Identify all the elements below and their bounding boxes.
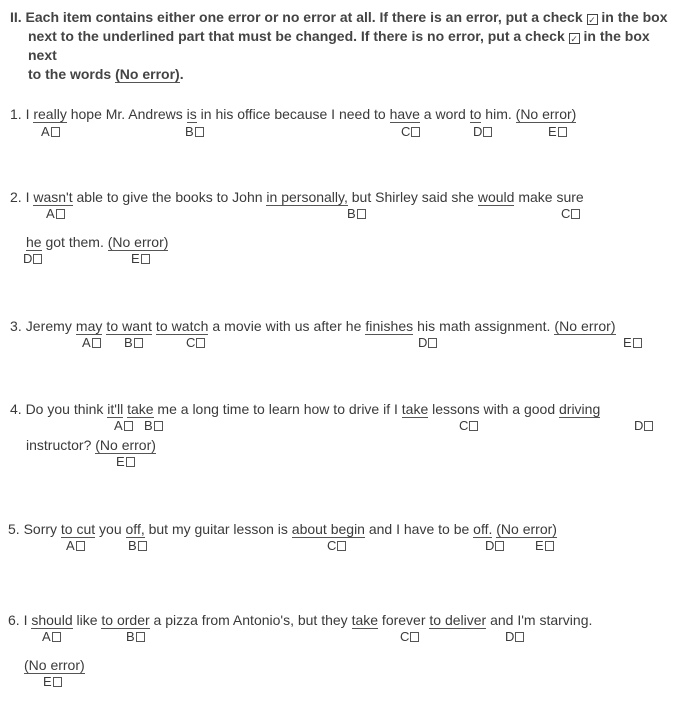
question-text: hope Mr. Andrews [66,106,187,122]
option-letter: A [82,335,91,350]
checkbox[interactable] [51,127,60,137]
question-6-line-2 [24,656,85,674]
option-e-text: (No error) [24,657,85,673]
question-5 [8,520,557,538]
option-e-label[interactable] [116,455,135,469]
option-letter: A [41,124,50,139]
option-letter: E [116,454,125,469]
question-2-line-2 [26,233,168,251]
option-letter: D [505,629,515,644]
question-text: 6. I [8,612,32,628]
option-a-label[interactable] [66,539,85,553]
option-c-label[interactable] [400,630,419,644]
option-c-label[interactable] [186,336,205,350]
checkbox[interactable] [53,677,62,687]
option-b-text: is [186,106,197,122]
option-a-text: should [31,612,73,628]
option-c-text: take [351,612,379,628]
option-a-label[interactable] [41,125,60,139]
option-e-text: (No error) [107,234,169,250]
option-d-label[interactable] [418,336,437,350]
question-6 [8,611,592,629]
option-letter: A [46,206,55,221]
checkbox[interactable] [33,254,42,264]
question-1 [10,105,576,123]
checkbox[interactable] [495,541,504,551]
option-letter: B [347,206,356,221]
option-b-text: to order [101,612,150,628]
option-letter: E [548,124,557,139]
option-letter: C [459,418,469,433]
question-text: 5. Sorry [8,521,61,537]
checkbox[interactable] [428,338,437,348]
option-b-text: off, [125,521,145,537]
no-error-text: (No error) [115,66,180,82]
option-d-label[interactable] [505,630,524,644]
instructions-text: in the box next [28,28,650,63]
option-d-text: he [26,234,42,250]
option-letter: D [23,251,33,266]
option-letter: C [401,124,411,139]
option-letter: E [131,251,140,266]
question-text: like [72,612,102,628]
question-text: 3. Jeremy [10,318,76,334]
option-d-text: finishes [365,318,414,334]
option-letter: C [561,206,571,221]
checkbox[interactable] [154,421,163,431]
option-d-label[interactable] [634,419,653,433]
option-letter: C [186,335,196,350]
option-d-label[interactable] [23,252,42,266]
question-text: me a long time to learn how to drive if I [153,401,402,417]
option-d-text: to [469,106,482,122]
question-text: but my guitar lesson is [144,521,292,537]
checkbox[interactable] [138,541,147,551]
option-d-text: driving [559,401,601,417]
instructions-text: . [179,66,184,82]
question-text: 1. I [10,106,34,122]
option-e-label[interactable] [623,336,642,350]
checkbox[interactable] [558,127,567,137]
checkbox[interactable] [411,127,420,137]
option-a-text: really [33,106,67,122]
option-b-text: to want [106,318,152,334]
instructions-line-2 [10,27,674,65]
option-e-label[interactable] [535,539,554,553]
option-a-label[interactable] [82,336,101,350]
checkbox[interactable] [76,541,85,551]
option-e-text: (No error) [496,521,557,537]
question-text: got them. [41,234,108,250]
checkbox-icon: ✓ [570,34,578,44]
option-c-label[interactable] [459,419,478,433]
question-text: 2. I [10,189,34,205]
question-text: a movie with us after he [208,318,366,334]
option-c-label[interactable] [401,125,420,139]
option-letter: B [185,124,194,139]
question-2 [10,188,671,206]
option-c-text: about begin [291,521,365,537]
instructions-line-3 [10,65,674,84]
checkbox[interactable] [633,338,642,348]
option-a-label[interactable] [46,207,65,221]
option-letter: B [124,335,133,350]
option-c-text: have [389,106,420,122]
question-text: 4. Do you think [10,401,108,417]
instructions-line-1 [10,8,674,27]
checkbox[interactable] [134,338,143,348]
question-text: lessons with a good [428,401,559,417]
checkbox[interactable] [483,127,492,137]
option-letter: D [485,538,495,553]
option-letter: D [418,335,428,350]
instructions-text: II. Each item contains either one error or no error at all. If there is an error, put a check [10,9,583,25]
option-b-label[interactable] [185,125,204,139]
question-text: his math assignment. [413,318,555,334]
instructions [10,8,674,84]
question-3 [10,317,616,335]
option-e-label[interactable] [43,675,62,689]
checkbox[interactable] [126,457,135,467]
instructions-text: in the box [601,9,668,25]
instructions-text: to the words [28,66,112,82]
question-text: but Shirley said she [347,189,478,205]
option-letter: C [327,538,337,553]
option-letter: E [535,538,544,553]
option-letter: B [126,629,135,644]
question-text: instructor? [26,437,96,453]
option-letter: B [128,538,137,553]
checkbox[interactable] [515,632,524,642]
question-text: him. [481,106,516,122]
question-2-segment [10,188,584,206]
option-e-text: (No error) [95,437,156,453]
option-a-text: may [75,318,103,334]
option-a-text: wasn't [33,189,73,205]
option-e-text: (No error) [554,318,616,334]
option-d-text: to deliver [429,612,487,628]
checkbox[interactable] [337,541,346,551]
checkbox[interactable] [410,632,419,642]
question-text: in his office because I need to [196,106,390,122]
option-a-text: it'll [107,401,124,417]
question-text: you [95,521,126,537]
option-e-label[interactable] [548,125,567,139]
checkbox[interactable] [571,209,580,219]
checkbox[interactable] [56,209,65,219]
option-b-label[interactable] [347,207,366,221]
option-letter: E [43,674,52,689]
question-4 [10,400,600,418]
checkbox[interactable] [469,421,478,431]
option-c-label[interactable] [561,207,580,221]
option-b-text: in personally, [266,189,348,205]
option-letter: D [473,124,483,139]
option-c-text: would [477,189,515,205]
option-b-label[interactable] [124,336,143,350]
option-d-text: off. [473,521,493,537]
option-e-label[interactable] [131,252,150,266]
option-c-label[interactable] [327,539,346,553]
option-letter: E [623,335,632,350]
option-a-label[interactable] [42,630,61,644]
checkbox[interactable] [545,541,554,551]
option-letter: A [42,629,51,644]
option-b-label[interactable] [126,630,145,644]
option-d-label[interactable] [473,125,492,139]
checkbox[interactable] [357,209,366,219]
option-letter: C [400,629,410,644]
option-b-label[interactable] [128,539,147,553]
question-text: make sure [514,189,584,205]
checkbox-icon: ✓ [588,15,596,25]
checkbox[interactable] [124,421,133,431]
option-c-text: take [401,401,429,417]
option-b-label[interactable] [144,419,163,433]
checkbox[interactable] [141,254,150,264]
checkbox[interactable] [644,421,653,431]
question-text: a word [419,106,470,122]
option-a-text: to cut [60,521,96,537]
question-text: able to give the books to John [72,189,267,205]
checkbox[interactable] [52,632,61,642]
question-text: and I'm starving. [486,612,593,628]
instructions-text: next to the underlined part that must be changed. If there is no error, put a check [28,28,565,44]
option-e-text: (No error) [515,106,577,122]
checkbox[interactable] [92,338,101,348]
checkbox[interactable] [196,338,205,348]
option-letter: B [144,418,153,433]
question-text: forever [378,612,430,628]
question-4-line-2 [26,436,156,454]
option-c-text: to watch [155,318,209,334]
question-text: a pizza from Antonio's, but they [149,612,352,628]
option-d-label[interactable] [485,539,504,553]
question-text: and I have to be [364,521,474,537]
option-a-label[interactable] [114,419,133,433]
option-letter: A [66,538,75,553]
option-b-text: take [127,401,154,417]
checkbox[interactable] [195,127,204,137]
checkbox[interactable] [136,632,145,642]
option-letter: A [114,418,123,433]
option-letter: D [634,418,644,433]
